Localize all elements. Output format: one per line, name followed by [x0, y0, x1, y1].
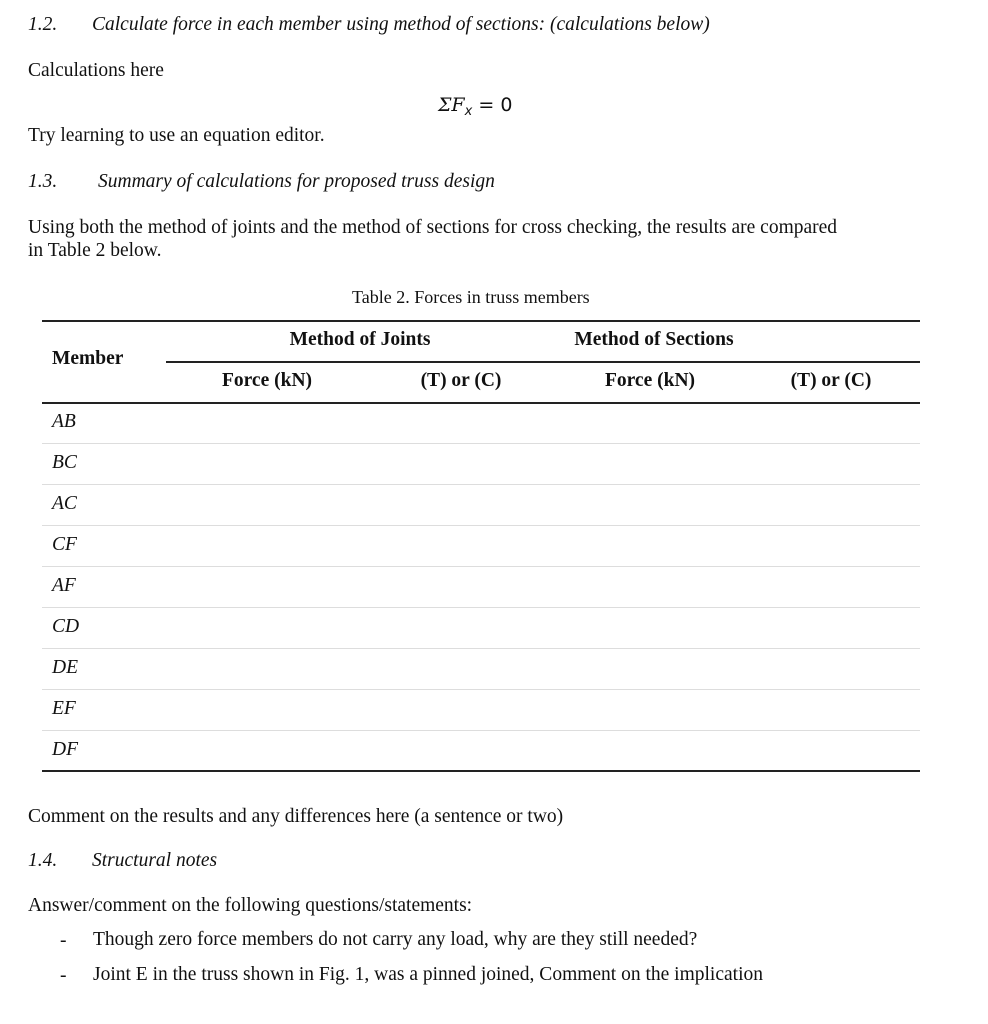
member-cell: EF [52, 698, 76, 719]
question-text: Joint E in the truss shown in Fig. 1, was a pinned joined, Comment on the implication [93, 964, 763, 985]
equation-sum-fx [438, 94, 512, 119]
row-divider [42, 566, 920, 567]
header-bottom-rule [42, 402, 920, 404]
member-cell: CF [52, 534, 77, 555]
bullet-dash: - [60, 930, 67, 951]
row-divider [42, 607, 920, 608]
group-header-rule [166, 361, 920, 363]
force-kn-header-sections: Force (kN) [604, 370, 696, 391]
table-bottom-rule [42, 770, 920, 772]
paragraph-line-2: in Table 2 below. [28, 240, 162, 261]
member-cell: BC [52, 452, 77, 473]
row-divider [42, 648, 920, 649]
section-1-4-number: 1.4. [28, 850, 58, 871]
method-of-joints-header: Method of Joints [289, 329, 431, 350]
member-header: Member [52, 348, 124, 369]
equation-rhs: = 0 [478, 94, 513, 116]
section-1-4-title: Structural notes [92, 850, 218, 871]
member-cell: CD [52, 616, 80, 637]
member-cell: DF [52, 739, 78, 760]
member-cell: AC [52, 493, 77, 514]
row-divider [42, 525, 920, 526]
force-kn-header-joints: Force (kN) [221, 370, 313, 391]
section-1-3-title: Summary of calculations for proposed truss design [98, 171, 495, 192]
question-text: Though zero force members do not carry any load, why are they still needed? [93, 929, 698, 950]
section-1-2-title: Calculate force in each member using method of sections: (calculations below) [92, 14, 710, 35]
member-cell: DE [52, 657, 78, 678]
row-divider [42, 443, 920, 444]
row-divider [42, 730, 920, 731]
section-1-2-number: 1.2. [28, 14, 58, 35]
equation-subscript: x [464, 104, 473, 119]
bullet-dash: - [60, 965, 67, 986]
calculations-label: Calculations here [28, 60, 164, 81]
method-of-sections-header: Method of Sections [574, 329, 734, 350]
editor-note: Try learning to use an equation editor. [28, 125, 325, 146]
equation-symbol: ΣF [438, 94, 465, 116]
section-1-3-number: 1.3. [28, 171, 58, 192]
tc-header-sections: (T) or (C) [790, 370, 872, 391]
table-top-rule [42, 320, 920, 322]
row-divider [42, 484, 920, 485]
tc-header-joints: (T) or (C) [420, 370, 502, 391]
paragraph-line-1: Using both the method of joints and the method of sections for cross checking, the results are compared [28, 217, 838, 238]
row-divider [42, 689, 920, 690]
member-cell: AB [52, 411, 76, 432]
table-caption: Table 2. Forces in truss members [352, 287, 590, 307]
questions-intro: Answer/comment on the following questions/statements: [28, 895, 473, 916]
member-cell: AF [52, 575, 76, 596]
comment-prompt: Comment on the results and any differences here (a sentence or two) [28, 806, 564, 827]
